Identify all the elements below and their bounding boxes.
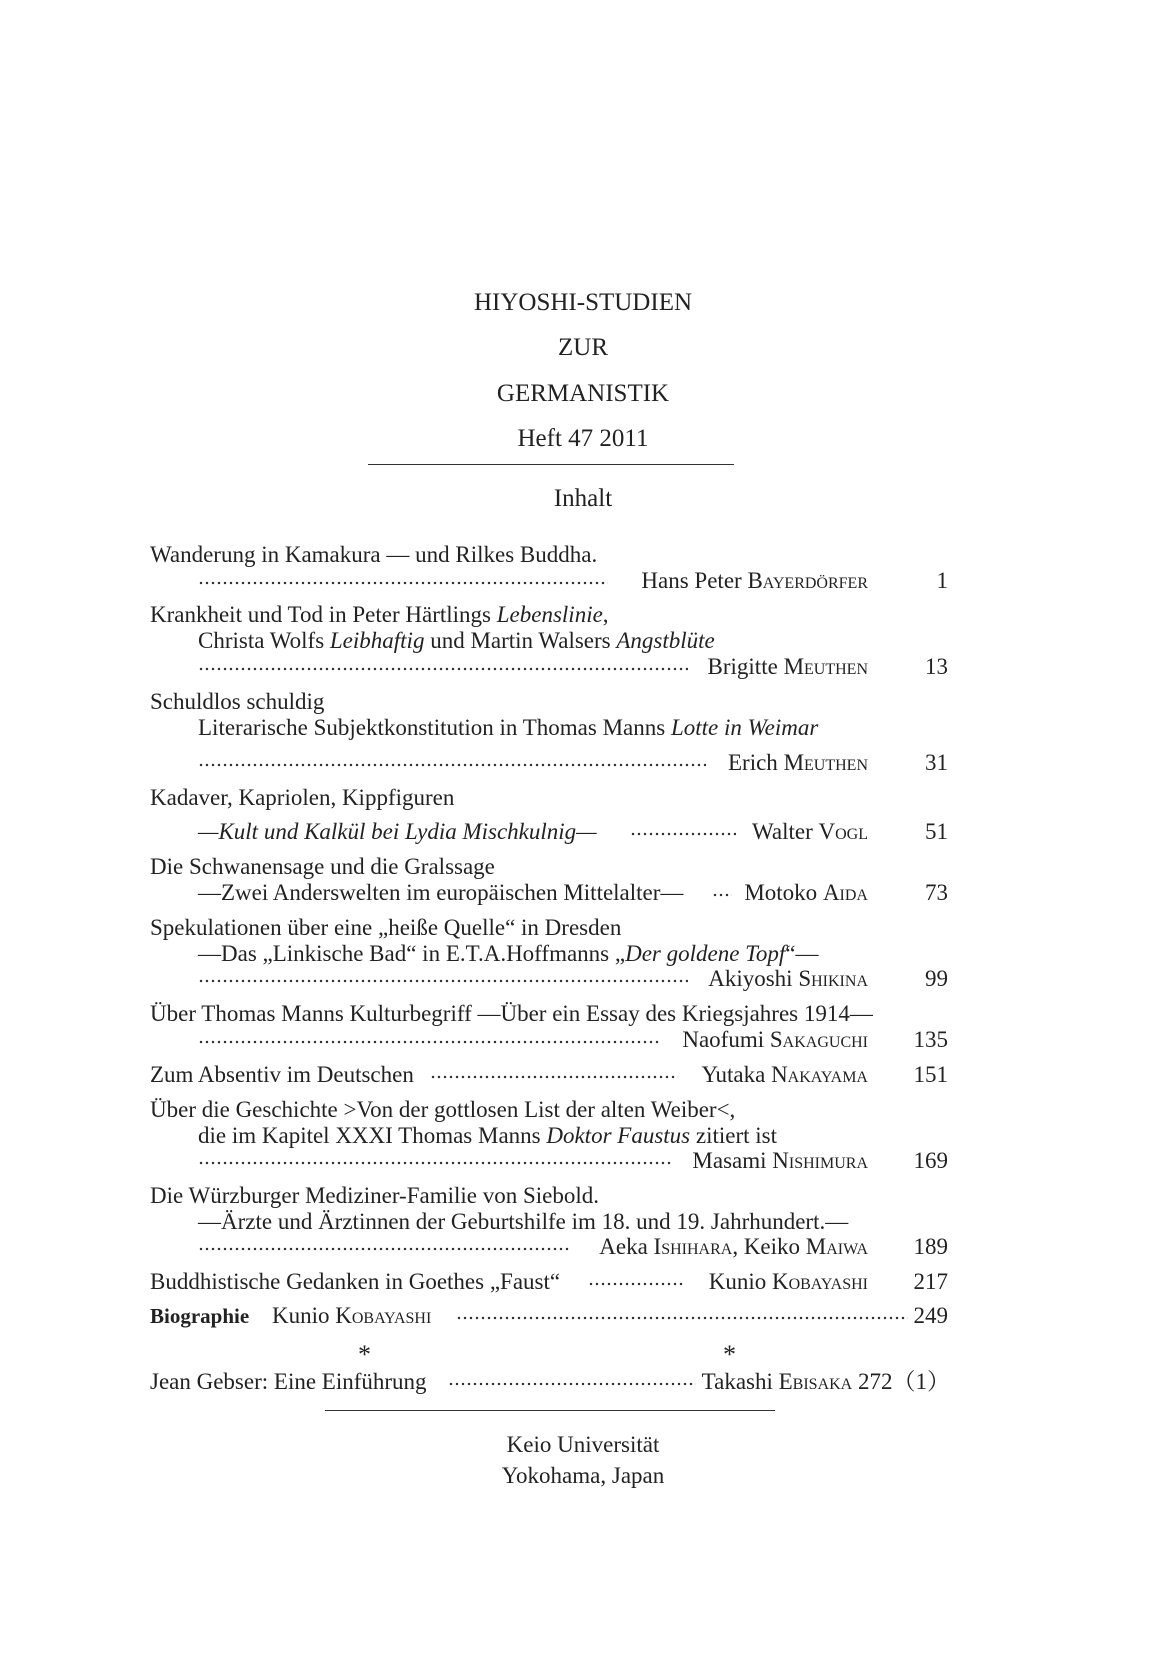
toc-entry-subtitle: Literarische Subjektkonstitution in Thomas Manns Lotte in Weimar: [198, 715, 819, 740]
toc-entry-title: Die Würzburger Mediziner-Familie von Siebold.: [150, 1183, 599, 1208]
toc-author: Kunio Kobayashi: [708, 1269, 868, 1294]
dot-leader: [430, 1074, 678, 1080]
toc-entry-subtitle: Christa Wolfs Leibhaftig und Martin Walsers Angstblüte: [198, 628, 715, 653]
dot-leader: [198, 978, 688, 984]
toc-author: Walter Vogl: [752, 819, 868, 844]
footer-divider: [325, 1410, 775, 1411]
dot-leader: [198, 666, 688, 672]
toc-author: Brigitte Meuthen: [707, 654, 868, 679]
toc-entry-subtitle: —Zwei Anderswelten im europäischen Mittelalter—: [198, 880, 684, 905]
toc-entry-title: Schuldlos schuldig: [150, 689, 325, 714]
toc-author: Hans Peter Bayerdörfer: [641, 568, 868, 593]
dot-leader: [448, 1381, 696, 1387]
toc-entry-title: Buddhistische Gedanken in Goethes „Faust“: [150, 1269, 561, 1294]
toc-author: Akiyoshi Shikina: [708, 966, 868, 991]
biography-name: Kunio Kobayashi: [272, 1303, 432, 1328]
toc-page-number: 31: [925, 750, 948, 775]
dot-leader: [198, 1246, 570, 1252]
toc-entry-leader-row: [150, 1268, 868, 1296]
toc-page-number: 1: [936, 568, 948, 593]
dot-leader: [198, 1160, 672, 1166]
toc-entry-title: Spekulationen über eine „heiße Quelle“ in Dresden: [150, 915, 622, 940]
toc-entry-title: Die Schwanensage und die Gralssage: [150, 854, 495, 879]
toc-author: Aeka Ishihara, Keiko Maiwa: [599, 1234, 868, 1259]
biography-page-number: 249: [913, 1303, 948, 1328]
toc-entry-title: Über die Geschichte >Von der gottlosen List der alten Weiber<,: [150, 1097, 736, 1122]
toc-page-number: 73: [925, 880, 948, 905]
dot-leader: [198, 762, 706, 768]
appendix-title: Jean Gebser: Eine Einführung: [150, 1369, 427, 1394]
header-divider: [368, 464, 734, 465]
dot-leader: [198, 580, 608, 586]
publisher-line2: Yokohama, Japan: [501, 1463, 665, 1488]
toc-page-number: 189: [913, 1234, 948, 1259]
toc-entry-leader-row: [198, 879, 868, 907]
contents-heading: Inhalt: [553, 485, 613, 512]
appendix-author-page: Takashi Ebisaka 272（1）: [701, 1369, 950, 1394]
journal-title-line1: HIYOSHI-STUDIEN: [473, 289, 693, 316]
toc-entry-leader-row: [198, 965, 868, 993]
toc-page-number: 169: [913, 1148, 948, 1173]
toc-entry-leader-row: [198, 1026, 868, 1054]
dot-leader: [712, 892, 732, 898]
toc-entry-subtitle: die im Kapitel XXXI Thomas Manns Doktor Faustus zitiert ist: [198, 1123, 777, 1148]
toc-entry-leader-row: [198, 1147, 868, 1175]
toc-entry-title: Zum Absentiv im Deutschen: [150, 1062, 414, 1087]
toc-author: Erich Meuthen: [728, 750, 868, 775]
biography-label: Biographie: [150, 1304, 250, 1328]
journal-title-line2: ZUR: [558, 334, 608, 361]
issue-line: Heft 47 2011: [517, 425, 649, 452]
toc-page-number: 99: [925, 966, 948, 991]
toc-entry-leader-row: [198, 818, 868, 846]
dot-leader: [630, 831, 736, 837]
toc-author: Naofumi Sakaguchi: [682, 1027, 868, 1052]
toc-entry-leader-row: [198, 749, 868, 777]
toc-entry-title: Krankheit und Tod in Peter Härtlings Lebenslinie,: [150, 602, 609, 627]
toc-entry-leader-row: [198, 1233, 868, 1261]
toc-entry-subtitle: —Kult und Kalkül bei Lydia Mischkulnig—: [198, 819, 597, 844]
toc-entry-leader-row: [198, 653, 868, 681]
toc-page-number: 217: [913, 1269, 948, 1294]
appendix-row: [150, 1368, 950, 1396]
dot-leader: [588, 1281, 684, 1287]
toc-page-number: 135: [913, 1027, 948, 1052]
toc-entry-leader-row: [198, 567, 868, 595]
toc-entry-subtitle: —Das „Linkische Bad“ in E.T.A.Hoffmanns „Der goldene Topf“—: [198, 941, 819, 966]
journal-title-line3: GERMANISTIK: [496, 380, 670, 407]
toc-page-number: 13: [925, 654, 948, 679]
toc-page-number: 51: [925, 819, 948, 844]
toc-entry-title: Wanderung in Kamakura — und Rilkes Buddha.: [150, 542, 598, 567]
toc-entry-subtitle: —Ärzte und Ärztinnen der Geburtshilfe im 18. und 19. Jahrhundert.—: [198, 1209, 849, 1234]
separator-asterisk-left: *: [358, 1340, 371, 1369]
biography-row: [150, 1302, 910, 1330]
dot-leader: [456, 1315, 908, 1321]
dot-leader: [198, 1039, 660, 1045]
publisher-line1: Keio Universität: [506, 1432, 660, 1457]
toc-page-number: 151: [913, 1062, 948, 1087]
toc-entry-leader-row: [150, 1061, 868, 1089]
toc-author: Masami Nishimura: [692, 1148, 868, 1173]
toc-entry-title: Kadaver, Kapriolen, Kippfiguren: [150, 785, 455, 810]
separator-asterisk-right: *: [723, 1340, 736, 1369]
toc-entry-title: Über Thomas Manns Kulturbegriff —Über ein Essay des Kriegsjahres 1914—: [150, 1001, 873, 1026]
toc-author: Yutaka Nakayama: [701, 1062, 868, 1087]
toc-author: Motoko Aida: [744, 880, 868, 905]
